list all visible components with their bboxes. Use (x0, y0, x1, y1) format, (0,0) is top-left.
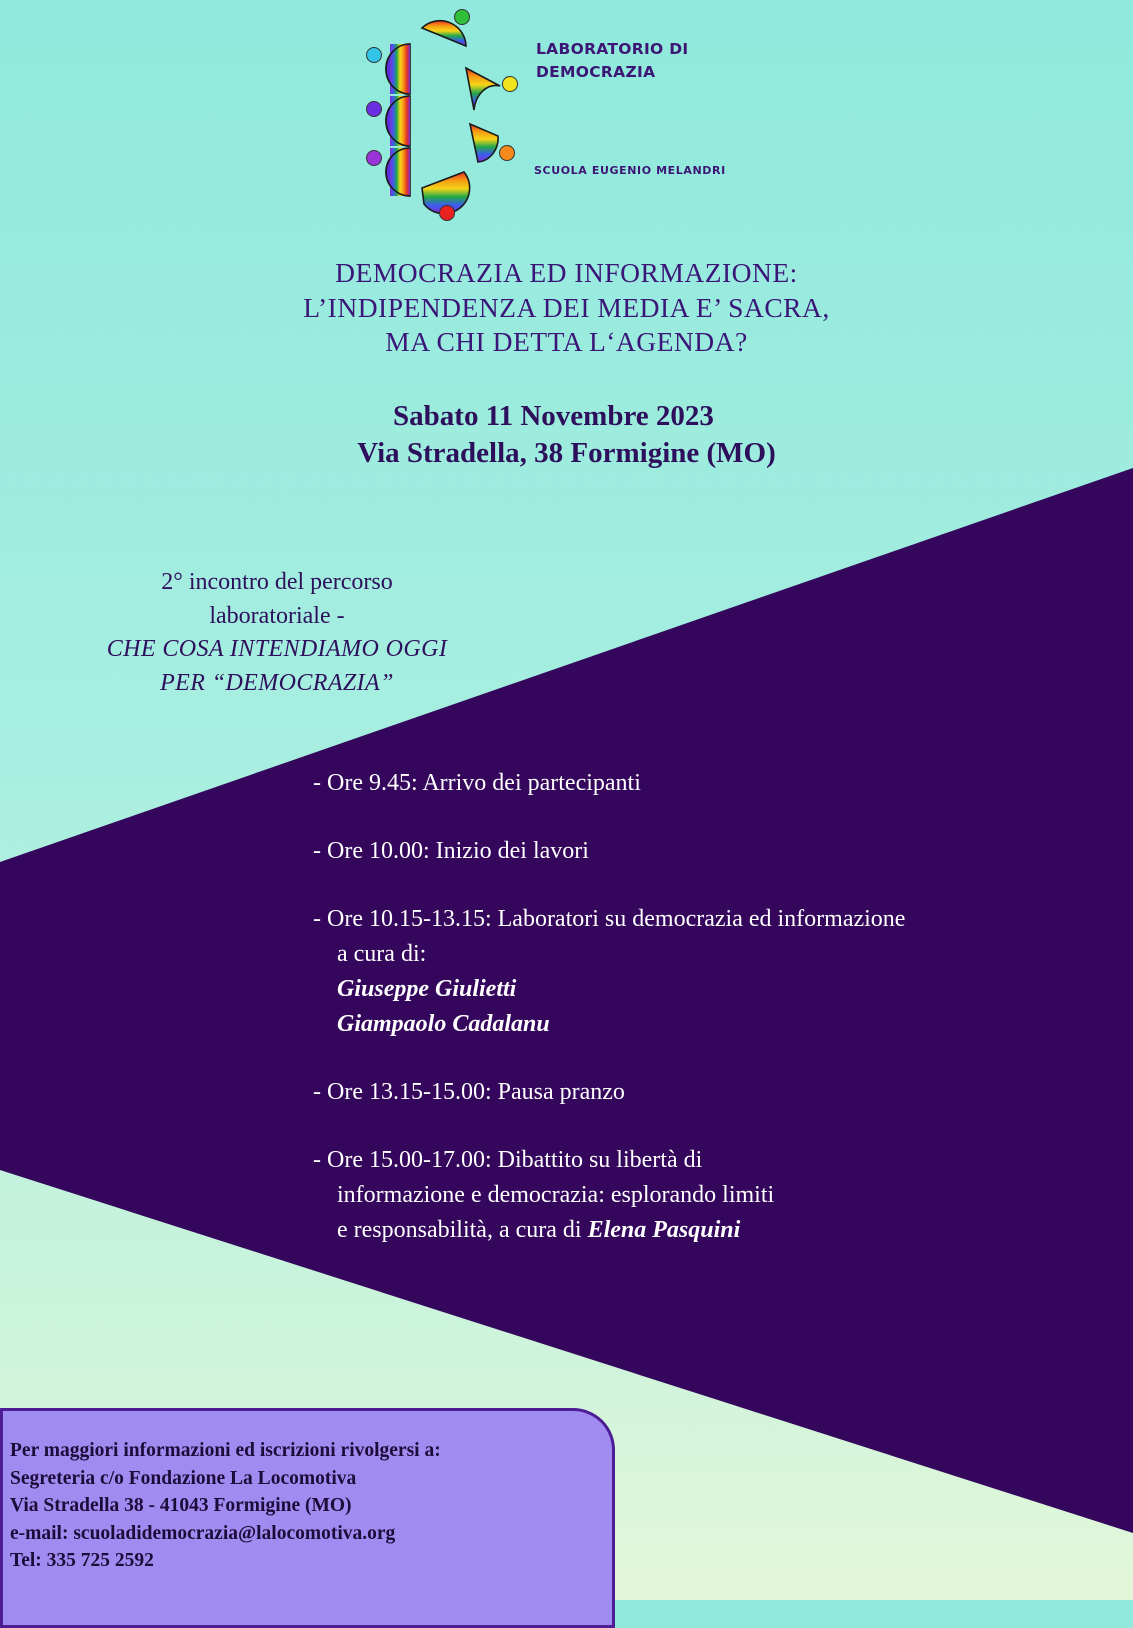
speaker-name: Giampaolo Cadalanu (337, 1011, 550, 1037)
schedule-item-text: - Ore 15.00-17.00: Dibattito su libertà di (313, 1147, 703, 1173)
logo-title-line: LABORATORIO DI (536, 40, 689, 58)
schedule-item (313, 1075, 1113, 1110)
schedule-list (313, 766, 1113, 1281)
schedule-item-text: informazione e democrazia: esplorando limiti (337, 1182, 775, 1208)
schedule-item (313, 902, 1113, 1042)
schedule-item-text: - Ore 10.00: Inizio dei lavori (313, 838, 589, 864)
schedule-item-text-prefix: e responsabilità, a cura di (337, 1217, 588, 1243)
headline (90, 256, 1043, 360)
series-intro-line: laboratoriale - (209, 602, 345, 629)
contact-email: e-mail: scuoladidemocrazia@lalocomotiva.org (10, 1522, 396, 1544)
series-title-line: PER “DEMOCRAZIA” (160, 669, 394, 696)
schedule-item-text: - Ore 10.15-13.15: Laboratori su democrazia ed informazione (313, 906, 906, 932)
contact-organization: Segreteria c/o Fondazione La Locomotiva (10, 1467, 357, 1489)
series-intro-line: 2° incontro del percorso (161, 569, 393, 595)
schedule-item-text: - Ore 13.15-15.00: Pausa pranzo (313, 1079, 625, 1105)
rainbow-d-logo-icon (366, 6, 546, 228)
contact-address: Via Stradella 38 - 41043 Formigine (MO) (10, 1495, 352, 1516)
logo-title (536, 38, 688, 84)
schedule-item (313, 1143, 1113, 1248)
event-date: Sabato 11 Novembre 2023 (393, 400, 714, 432)
contact-heading: Per maggiori informazioni ed iscrizioni rivolgersi a: (10, 1440, 441, 1461)
headline-line: DEMOCRAZIA ED INFORMAZIONE: (335, 257, 798, 288)
series-block (36, 566, 518, 700)
schedule-item (313, 766, 1113, 801)
headline-line: L’INDIPENDENZA DEI MEDIA E’ SACRA, (303, 291, 830, 323)
contact-phone: Tel: 335 725 2592 (10, 1550, 154, 1571)
event-venue: Via Stradella, 38 Formigine (MO) (357, 437, 776, 469)
speaker-name: Giuseppe Giulietti (337, 976, 517, 1002)
logo-school-name: SCUOLA EUGENIO MELANDRI (534, 164, 726, 177)
headline-line: MA CHI DETTA L‘AGENDA? (385, 326, 748, 357)
series-title-line: CHE COSA INTENDIAMO OGGI (106, 636, 448, 662)
contact-box (0, 1408, 615, 1628)
speaker-name: Elena Pasquini (587, 1217, 741, 1243)
schedule-item-text: a cura di: (337, 941, 427, 967)
schedule-item (313, 834, 1113, 869)
event-info (90, 398, 1043, 472)
logo-title-line: DEMOCRAZIA (536, 63, 656, 81)
schedule-item-text (313, 1213, 1113, 1248)
schedule-item-text: - Ore 9.45: Arrivo dei partecipanti (313, 770, 641, 796)
